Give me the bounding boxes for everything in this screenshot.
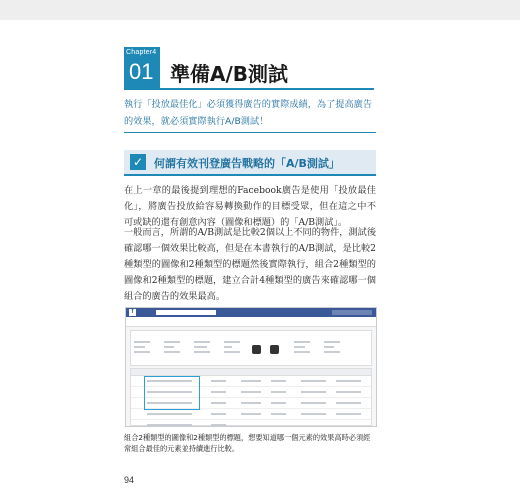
section-title: 何謂有效刊登廣告戰略的「A/B測試」 bbox=[154, 157, 340, 170]
summary-metrics bbox=[134, 341, 364, 361]
check-icon: ✓ bbox=[130, 154, 146, 170]
facebook-logo-icon: f bbox=[129, 309, 136, 316]
breadcrumb-graphic bbox=[126, 317, 376, 327]
table-header bbox=[131, 369, 371, 376]
table-row bbox=[131, 409, 371, 420]
body-paragraph-2: 一般而言，所謂的A/B測試是比較2個以上不同的物件，測試後確認哪一個效果比較高，但是在本書執行的A/B測試，是比較2種類型的圖像和2種類型的標題然後實際執行，組合2種類型的圖像和2種類型的標題，建立合計4種類型的廣告來確認哪一個組合的廣告的效果最高。 bbox=[124, 227, 377, 302]
intro-text: 執行「投放最佳化」必須獲得廣告的實際成績，為了提高廣告的效果，就必須實際執行A/B測試！ bbox=[124, 96, 376, 133]
top-gray-band bbox=[0, 0, 520, 20]
chapter-title: 準備A/B測試 bbox=[170, 62, 289, 86]
body-paragraph-1: 在上一章的最後提到理想的Facebook廣告是使用「投放最佳化」，將廣告投放給容易轉換動作的目標受眾，但在這之中不可或缺的還有創意內容（圖像和標題）的「A/B測試」。 bbox=[124, 185, 376, 228]
summary-panel bbox=[130, 330, 372, 366]
facebook-nav-bar bbox=[126, 308, 376, 317]
chapter-label: Chapter4 bbox=[126, 49, 157, 56]
highlight-box bbox=[144, 376, 200, 410]
table-row bbox=[131, 420, 371, 427]
metric-chip bbox=[270, 345, 279, 354]
ads-manager-screenshot bbox=[125, 307, 377, 427]
chapter-divider bbox=[124, 88, 374, 90]
nav-right-graphic bbox=[332, 310, 372, 315]
chapter-badge bbox=[124, 47, 160, 89]
page-number: 94 bbox=[124, 475, 135, 485]
chapter-number: 01 bbox=[129, 59, 154, 84]
figure-caption: 組合2種類型的圖像和2種類型的標題，想要知道哪一個元素的效果高時必須經常組合最佳的元素並持續進行比較。 bbox=[124, 433, 371, 453]
section-header bbox=[124, 150, 376, 176]
metric-chip bbox=[252, 345, 261, 354]
search-box-graphic bbox=[156, 310, 216, 315]
